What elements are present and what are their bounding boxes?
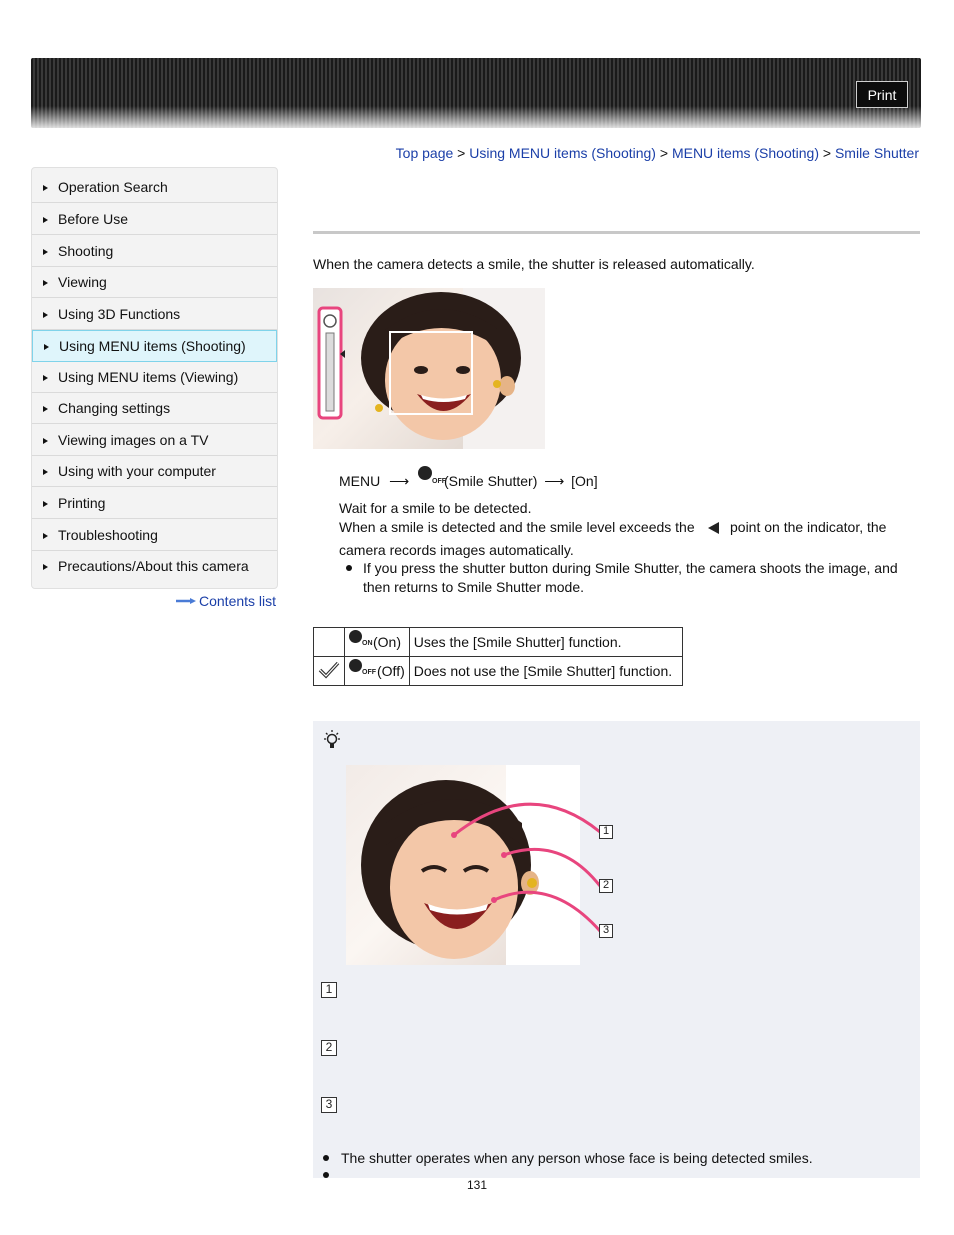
arrow-right-icon	[43, 249, 48, 255]
arrow-right-icon	[43, 564, 48, 570]
option-cell: ON (On)	[345, 628, 410, 657]
smile-off-icon: OFF	[418, 472, 444, 488]
title-divider	[313, 231, 920, 234]
arrow-right-icon	[43, 438, 48, 444]
sidebar-item-menu-viewing[interactable]: Using MENU items (Viewing)	[32, 362, 277, 393]
sidebar-item-3d-functions[interactable]: Using 3D Functions	[32, 299, 277, 330]
arrow-right-icon	[43, 280, 48, 286]
breadcrumb-using-menu-shooting[interactable]: Using MENU items (Shooting)	[469, 145, 656, 161]
tip-number-2: 2	[321, 1040, 337, 1056]
description-cell: Does not use the [Smile Shutter] function.	[409, 657, 682, 686]
callout-number-2: 2	[599, 879, 613, 893]
wait-text: Wait for a smile to be detected.	[339, 500, 532, 516]
sidebar-item-computer[interactable]: Using with your computer	[32, 456, 277, 487]
table-row	[314, 657, 683, 686]
settings-table	[313, 627, 683, 686]
page-number: 131	[467, 1178, 488, 1192]
breadcrumb-menu-items-shooting[interactable]: MENU items (Shooting)	[671, 145, 819, 161]
sidebar-item-viewing[interactable]: Viewing	[32, 267, 277, 298]
breadcrumb-top-page[interactable]: Top page	[395, 145, 454, 161]
arrow-right-icon	[44, 344, 49, 350]
arrow-right-icon	[43, 406, 48, 412]
contents-list-link[interactable]: Contents list	[176, 593, 276, 609]
print-button[interactable]: Print	[856, 81, 908, 108]
bullet-icon	[323, 1172, 329, 1178]
sidebar-item-before-use[interactable]: Before Use	[32, 204, 277, 235]
tips-note-1: The shutter operates when any person whose face is being detected smiles.	[341, 1150, 813, 1166]
option-cell: OFF (Off)	[345, 657, 410, 686]
intro-text: When the camera detects a smile, the shutter is released automatically.	[313, 256, 755, 272]
bullet-icon	[323, 1155, 329, 1161]
arrow-right-icon	[43, 185, 48, 191]
check-cell	[314, 657, 345, 686]
sidebar-item-precautions[interactable]: Precautions/About this camera	[32, 551, 277, 582]
arrow-right-icon	[43, 533, 48, 539]
note-text-a: If you press the shutter button during Smile Shutter, the camera shoots the image, and	[363, 560, 898, 576]
smile-off-icon: OFF	[349, 663, 377, 677]
smile-detection-photo	[313, 288, 545, 449]
callout-number-1: 1	[599, 825, 613, 839]
sidebar-item-shooting[interactable]: Shooting	[32, 236, 277, 267]
arrow-right-icon	[43, 469, 48, 475]
arrow-right-icon	[176, 598, 196, 604]
callout-number-3: 3	[599, 924, 613, 938]
arrow-right-icon	[43, 375, 48, 381]
arrow-right-icon	[43, 501, 48, 507]
breadcrumb: Top page > Using MENU items (Shooting) > MENU items (Shooting) > Smile Shutter	[395, 145, 919, 161]
sidebar-item-changing-settings[interactable]: Changing settings	[32, 393, 277, 424]
sidebar-nav	[31, 167, 278, 589]
tip-number-1: 1	[321, 982, 337, 998]
child-face-illustration	[313, 288, 545, 449]
tip-number-3: 3	[321, 1097, 337, 1113]
arrow-right-icon	[43, 312, 48, 318]
bullet-icon	[346, 565, 352, 571]
sidebar-item-operation-search[interactable]: Operation Search	[32, 172, 277, 203]
breadcrumb-smile-shutter[interactable]: Smile Shutter	[834, 145, 919, 161]
table-row	[314, 628, 683, 657]
arrow-right-icon: ⟶	[544, 473, 565, 489]
check-cell	[314, 628, 345, 657]
indicator-pointer-icon	[707, 521, 721, 535]
detected-text-b: point on the indicator, the	[730, 519, 887, 535]
arrow-right-icon: ⟶	[389, 473, 410, 489]
sidebar-item-printing[interactable]: Printing	[32, 488, 277, 519]
lightbulb-icon	[322, 729, 344, 751]
smile-level-callouts	[440, 765, 620, 965]
checkmark-icon	[318, 661, 340, 679]
header-banner	[31, 58, 921, 128]
sidebar-item-troubleshooting[interactable]: Troubleshooting	[32, 520, 277, 551]
menu-step: MENU ⟶ OFF (Smile Shutter) ⟶ [On]	[339, 472, 598, 490]
smile-on-icon: ON	[349, 634, 373, 648]
sidebar-item-viewing-on-tv[interactable]: Viewing images on a TV	[32, 425, 277, 456]
detected-text-c: camera records images automatically.	[339, 542, 574, 558]
sidebar-item-menu-shooting[interactable]: Using MENU items (Shooting)	[32, 330, 277, 362]
note-text-b: then returns to Smile Shutter mode.	[363, 579, 584, 595]
description-cell: Uses the [Smile Shutter] function.	[409, 628, 682, 657]
detected-text-a: When a smile is detected and the smile level exceeds the	[339, 519, 695, 535]
arrow-right-icon	[43, 217, 48, 223]
